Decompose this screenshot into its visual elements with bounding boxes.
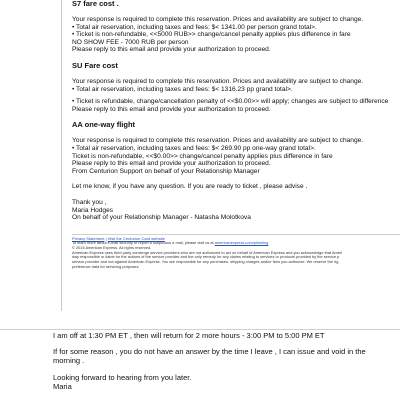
aa-fare-title: AA one-way flight xyxy=(72,120,136,130)
signature-name: Maria Hodges xyxy=(72,206,114,214)
reply-line: I am off at 1:30 PM ET , then will return for 2 more hours - 3:00 PM to 5:00 PM ET xyxy=(53,331,325,340)
closing-thanks: Thank you , xyxy=(72,198,107,206)
message-divider xyxy=(0,329,400,330)
centurion-website-link[interactable]: Visit the Centurion Card website xyxy=(107,235,165,241)
s7-line: • Ticket is non-refundable, <<5000 RUB>> change/cancel penalty applies plus difference in fare xyxy=(72,31,351,39)
aa-line: • Total air reservation, including taxes and fees: $< 269.90 pp one-way grand total>. xyxy=(72,144,316,152)
security-text: To learn more about e-mail security or report a suspicious e-mail, please visit us at xyxy=(72,239,215,245)
reply-line: Looking forward to hearing from you later. xyxy=(53,372,192,382)
reply-message xyxy=(53,331,400,391)
privacy-statement-link[interactable]: Privacy Statement xyxy=(72,235,105,241)
signature-behalf: On behalf of your Relationship Manager - Natasha Molotkova xyxy=(72,214,251,222)
disclaimer-line: way responsible or liable for the actions of the service provider and the only remedy for any claims relating to services or products provided by the service p xyxy=(72,254,340,260)
reply-signature: Maria xyxy=(53,381,72,391)
link-separator: | xyxy=(104,235,108,241)
closing-question: Let me know, if you have any question. If you are ready to ticket , please advise . xyxy=(72,183,308,191)
phishing-link[interactable]: americanexpress.com/phishing xyxy=(214,239,269,245)
quoted-email xyxy=(61,0,400,311)
aa-line: Your response is required to complete this reservation. Prices and availability are subject to change. xyxy=(72,137,364,145)
disclaimer-line: service provider and not against American Express. You are responsible for any purchases, shipping charges and/or fees you authorize. We reserve the rig xyxy=(72,259,339,265)
s7-line: Please reply to this email and provide your authorization to proceed. xyxy=(72,46,271,54)
s7-line: Your response is required to complete this reservation. Prices and availability are subject to change. xyxy=(72,16,364,23)
s7-fare-title: S7 fare cost . xyxy=(72,0,119,8)
email-footer xyxy=(72,234,400,270)
disclaimer-line: preference data for servicing purposes. xyxy=(72,264,140,270)
su-line: • Total air reservation, including taxes and fees: $< 1316.23 pp grand total>. xyxy=(72,85,293,93)
s7-line: NO SHOW FEE - 7000 RUB per person xyxy=(72,38,189,46)
su-line: Your response is required to complete this reservation. Prices and availability are subject to change. xyxy=(72,77,364,85)
copyright-text: © 2015 American Express. All rights reserved. xyxy=(72,244,152,250)
reply-line: morning . xyxy=(53,356,85,366)
disclaimer-line: American Express uses third party concierge service providers who are not authorized to act on behalf of American Express and you acknowledge that Ameri xyxy=(72,249,343,255)
aa-line: Please reply to this email and provide your authorization to proceed. xyxy=(72,160,271,168)
reply-line: If for some reason , you do not have an answer by the time I leave , I can issue and void in the xyxy=(53,347,366,357)
su-line: Please reply to this email and provide your authorization to proceed. xyxy=(72,105,271,113)
su-fare-title: SU Fare cost xyxy=(72,60,118,70)
aa-line: Ticket is non-refundable, <<$0.00>> change/cancel penalty applies plus difference in fare xyxy=(72,152,333,160)
aa-line: From Centurion Support on behalf of your Relationship Manager xyxy=(72,167,260,175)
su-line: • Ticket is refundable, change/cancellation penalty of <<$0.00>> will apply; changes are subject to difference xyxy=(72,98,389,106)
s7-line: • Total air reservation, including taxes and fees: $< 1341.00 per person grand total>. xyxy=(72,23,317,31)
